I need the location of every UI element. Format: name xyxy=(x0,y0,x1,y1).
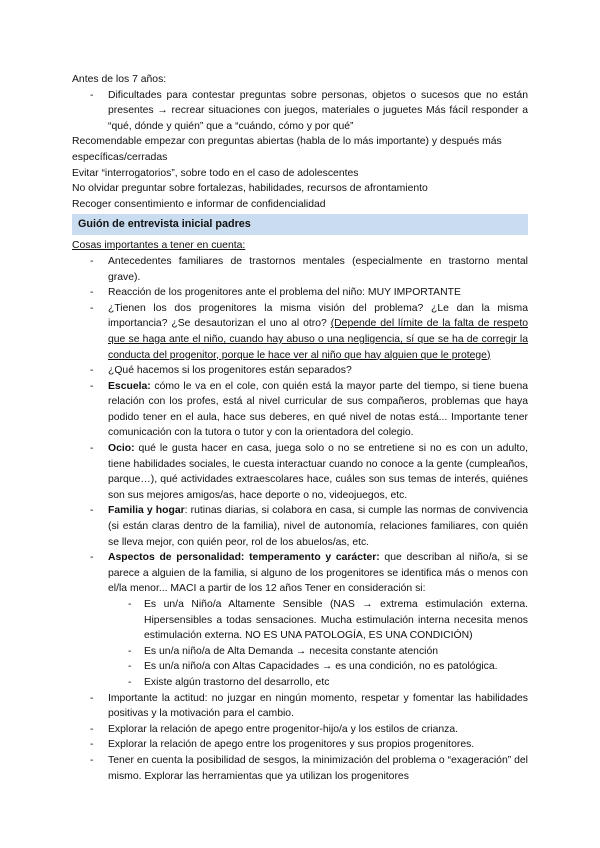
list-item-antecedentes xyxy=(72,254,528,285)
item-text: Reacción de los progenitores ante el problema del niño: MUY IMPORTANTE xyxy=(108,287,461,299)
sub-item-text: Es un/a Niño/a Altamente Sensible (NAS → extrema estimulación externa. Hipersensibles a todas sensaciones. Mucha estimulación interna necesita menos estimulación externa. NO ES UNA PATOLOGÍA, ES UNA CONDICIÓN) xyxy=(144,599,528,642)
list-item-vision xyxy=(72,301,528,363)
item-text: : rutinas diarias, si colabora en casa, si cumple las normas de convivencia (si están claras dentro de la familia), nivel de autonomía, relaciones familiares, con quién se lleva mejor, con quién peor, rol de los abuelos/as, etc. xyxy=(108,505,528,548)
item-text: Importante la actitud: no juzgar en ningún momento, respetar y fomentar las habilidades positivas y la motivación para el cambio. xyxy=(108,692,528,720)
intro-paragraph: Evitar “interrogatorios”, sobre todo en el caso de adolescentes xyxy=(72,167,359,179)
list-item-separados xyxy=(72,363,528,379)
dash-bullet: - xyxy=(128,661,132,673)
intro-paragraph: Recomendable empezar con preguntas abiertas (habla de lo más importante) y después más específicas/cerradas xyxy=(72,136,502,163)
dash-bullet: - xyxy=(90,89,94,101)
intro-paragraph: Recoger consentimiento e informar de confidencialidad xyxy=(72,198,326,210)
item-text: qué le gusta hacer en casa, juega solo o no se entretiene si no es con un adulto, tiene habilidades sociales, le cuesta interactuar cuando no conoce a la gente (cumpleaños, parque…), qué actividades extraescolares hace, cuáles son sus temas de interés, quiénes son sus mejores amigos/as, hace deporte o no, videojuegos, etc. xyxy=(108,443,528,501)
item-label: Aspectos de personalidad: temperamento y carácter: xyxy=(108,552,380,564)
dash-bullet: - xyxy=(90,365,94,377)
dash-bullet: - xyxy=(90,692,94,704)
list-item-ocio xyxy=(72,441,528,503)
item-text: Explorar la relación de apego entre progenitor-hijo/a y los estilos de crianza. xyxy=(108,723,459,735)
dash-bullet: - xyxy=(90,754,94,766)
item-text: ¿Tienen los dos progenitores la misma visión del problema? ¿Le dan la misma importancia? ¿Se desautorizan el uno al otro? xyxy=(108,302,528,330)
dash-bullet: - xyxy=(90,723,94,735)
item-text: Antecedentes familiares de trastornos mentales (especialmente en trastorno mental grave). xyxy=(108,255,528,283)
dash-bullet: - xyxy=(128,645,132,657)
dash-bullet: - xyxy=(90,380,94,392)
dash-bullet: - xyxy=(90,505,94,517)
list-item-reaccion xyxy=(72,285,528,301)
item-text: cómo le va en el cole, con quién está la mayor parte del tiempo, si tiene buena relación con los profes, está al nivel curricular de sus compañeros, problemas que haya podido tener en el aula, hace sus deberes, en qué nivel de notas está... Importante tener comunicación con la tutora o tutor y con la orientadora del colegio. xyxy=(108,380,528,439)
dash-bullet: - xyxy=(90,739,94,751)
intro-heading: Antes de los 7 años: xyxy=(72,74,167,85)
item-text: ¿Qué hacemos si los progenitores están separados? xyxy=(108,365,352,377)
list-item-personalidad xyxy=(72,550,528,597)
sub-item-text: Existe algún trastorno del desarrollo, etc xyxy=(144,676,330,688)
section-subtitle: Cosas importantes a tener en cuenta: xyxy=(72,240,246,252)
dash-bullet: - xyxy=(128,676,132,688)
section-header: Guión de entrevista inicial padres xyxy=(72,214,528,235)
sub-item-text: Es un/a niño/a de Alta Demanda → necesita constante atención xyxy=(144,645,439,657)
sub-item-nas xyxy=(72,597,528,644)
list-item-apego-2 xyxy=(72,737,528,753)
item-underlined-note: (Depende del límite de la falta de respeto que se haga ante el niño, cuando hay abuso o una negligencia, sí que se ha de corregir la conducta del progenitor, porque le hace ver al niño que hay alguien que le protege) xyxy=(108,318,528,361)
intro-list-item xyxy=(72,88,528,135)
dash-bullet: - xyxy=(128,599,132,610)
list-item-escuela xyxy=(72,379,528,441)
item-text: Explorar la relación de apego entre los progenitores y sus propios progenitores. xyxy=(108,739,475,751)
dash-bullet: - xyxy=(90,287,94,299)
dash-bullet: - xyxy=(90,443,94,455)
dash-bullet: - xyxy=(90,552,94,564)
list-item-apego-1 xyxy=(72,722,528,738)
dash-bullet: - xyxy=(90,255,94,267)
item-text: que describan al niño/a, si se parece a alguien de la familia, si alguno de los progenitores se identifica más o menos con el/la menor... MACI a partir de los 12 años Tener en consideración si: xyxy=(108,552,528,595)
list-item-actitud xyxy=(72,691,528,722)
sub-item-alta-demanda xyxy=(72,644,528,660)
item-text: Tener en cuenta la posibilidad de sesgos, la minimización del problema o “exageración” del mismo. Explorar las herramientas que ya utilizan los progenitores xyxy=(108,754,528,782)
dash-bullet: - xyxy=(90,302,94,314)
item-label: Ocio: xyxy=(108,443,135,455)
intro-paragraph: No olvidar preguntar sobre fortalezas, habilidades, recursos de afrontamiento xyxy=(72,183,428,195)
sub-item-trastorno xyxy=(72,675,528,691)
document-content xyxy=(72,72,528,784)
intro-list-text: Dificultades para contestar preguntas sobre personas, objetos o sucesos que no están presentes → recrear situaciones con juegos, materiales o juguetes Más fácil responder a “qué, dónde y quién” que a “cuándo, cómo y por qué” xyxy=(108,89,528,132)
item-label: Familia y hogar xyxy=(108,505,185,517)
list-item-sesgos xyxy=(72,753,528,784)
sub-item-text: Es un/a niño/a con Altas Capacidades → es una condición, no es patológica. xyxy=(144,661,498,673)
list-item-familia xyxy=(72,503,528,550)
item-label: Escuela: xyxy=(108,380,151,392)
sub-item-altas-capacidades xyxy=(72,659,528,675)
